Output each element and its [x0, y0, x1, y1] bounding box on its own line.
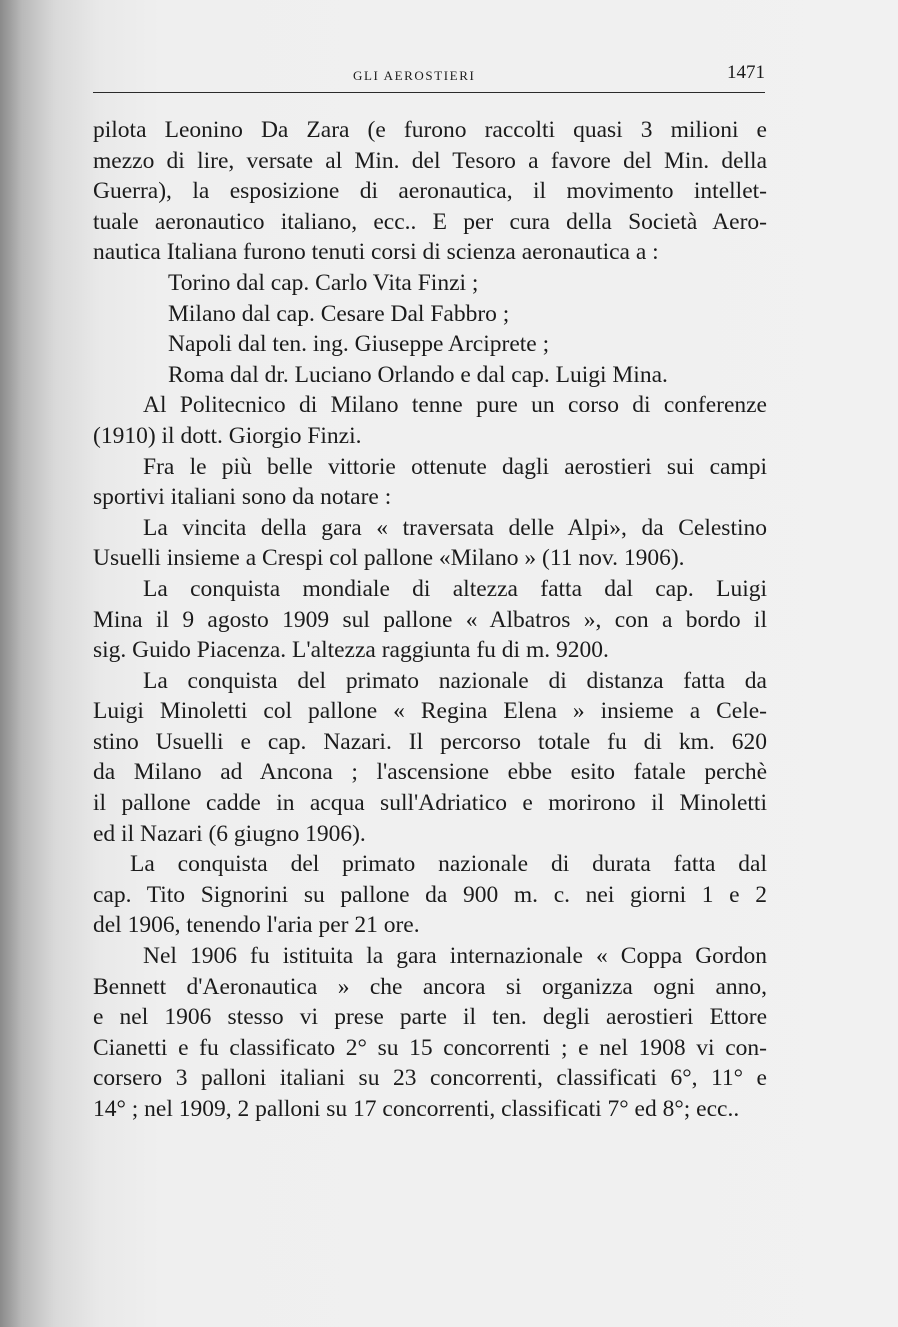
text-line: Mina il 9 agosto 1909 sul pallone « Albatros », con a bordo il	[93, 606, 767, 633]
text-line: Torino dal cap. Carlo Vita Finzi ;	[168, 269, 479, 296]
text-line: La conquista del primato nazionale di distanza fatta da	[143, 667, 767, 694]
text-line: sig. Guido Piacenza. L'altezza raggiunta fu di m. 9200.	[93, 637, 609, 664]
text-line: Bennett d'Aeronautica » che ancora si organizza ogni anno,	[93, 973, 767, 1000]
text-line: 14° ; nel 1909, 2 palloni su 17 concorrenti, classificati 7° ed 8°; ecc..	[93, 1096, 740, 1122]
text-line: Napoli dal ten. ing. Giuseppe Arciprete ;	[168, 331, 550, 358]
running-title: GLI AEROSTIERI	[353, 68, 476, 83]
text-line: La conquista del primato nazionale di durata fatta dal	[130, 851, 767, 878]
body-text	[93, 115, 767, 1125]
text-line: pilota Leonino Da Zara (e furono raccolti quasi 3 milioni e	[93, 117, 767, 143]
text-line: (1910) il dott. Giorgio Finzi.	[93, 422, 362, 449]
text-line: mezzo di lire, versate al Min. del Tesoro a favore del Min. della	[93, 147, 767, 174]
page-header	[93, 58, 765, 93]
text-line: e nel 1906 stesso vi prese parte il ten. degli aerostieri Ettore	[93, 1004, 767, 1031]
text-line: Luigi Minoletti col pallone « Regina Elena » insieme a Cele-	[93, 698, 767, 725]
text-line: Al Politecnico di Milano tenne pure un corso di conferenze	[143, 392, 767, 419]
text-line: Nel 1906 fu istituita la gara internazionale « Coppa Gordon	[143, 943, 767, 970]
text-line: Roma dal dr. Luciano Orlando e dal cap. Luigi Mina.	[168, 361, 668, 388]
text-line: Usuelli insieme a Crespi col pallone «Milano » (11 nov. 1906).	[93, 545, 685, 572]
text-line: Fra le più belle vittorie ottenute dagli aerostieri sui campi	[143, 453, 767, 480]
text-line: ed il Nazari (6 giugno 1906).	[93, 820, 366, 847]
text-line: stino Usuelli e cap. Nazari. Il percorso totale fu di km. 620	[93, 728, 767, 755]
text-line: il pallone cadde in acqua sull'Adriatico e morirono il Minoletti	[93, 790, 767, 817]
text-line: Milano dal cap. Cesare Dal Fabbro ;	[168, 300, 510, 327]
text-line: Guerra), la esposizione di aeronautica, il movimento intellet-	[93, 178, 767, 205]
text-line: La conquista mondiale di altezza fatta dal cap. Luigi	[143, 575, 767, 602]
text-line: corsero 3 palloni italiani su 23 concorrenti, classificati 6°, 11° e	[93, 1065, 767, 1092]
page-number: 1471	[727, 62, 765, 83]
text-line: cap. Tito Signorini su pallone da 900 m. c. nei giorni 1 e 2	[93, 881, 767, 908]
text-line: da Milano ad Ancona ; l'ascensione ebbe esito fatale perchè	[93, 759, 767, 786]
text-line: La vincita della gara « traversata delle Alpi», da Celestino	[143, 514, 767, 541]
text-line: sportivi italiani sono da notare :	[93, 484, 392, 511]
text-line: Cianetti e fu classificato 2° su 15 concorrenti ; e nel 1908 vi con-	[93, 1034, 767, 1061]
text-line: del 1906, tenendo l'aria per 21 ore.	[93, 912, 420, 939]
text-line: nautica Italiana furono tenuti corsi di scienza aeronautica a :	[93, 239, 659, 266]
text-line: tuale aeronautico italiano, ecc.. E per cura della Società Aero-	[93, 208, 767, 235]
